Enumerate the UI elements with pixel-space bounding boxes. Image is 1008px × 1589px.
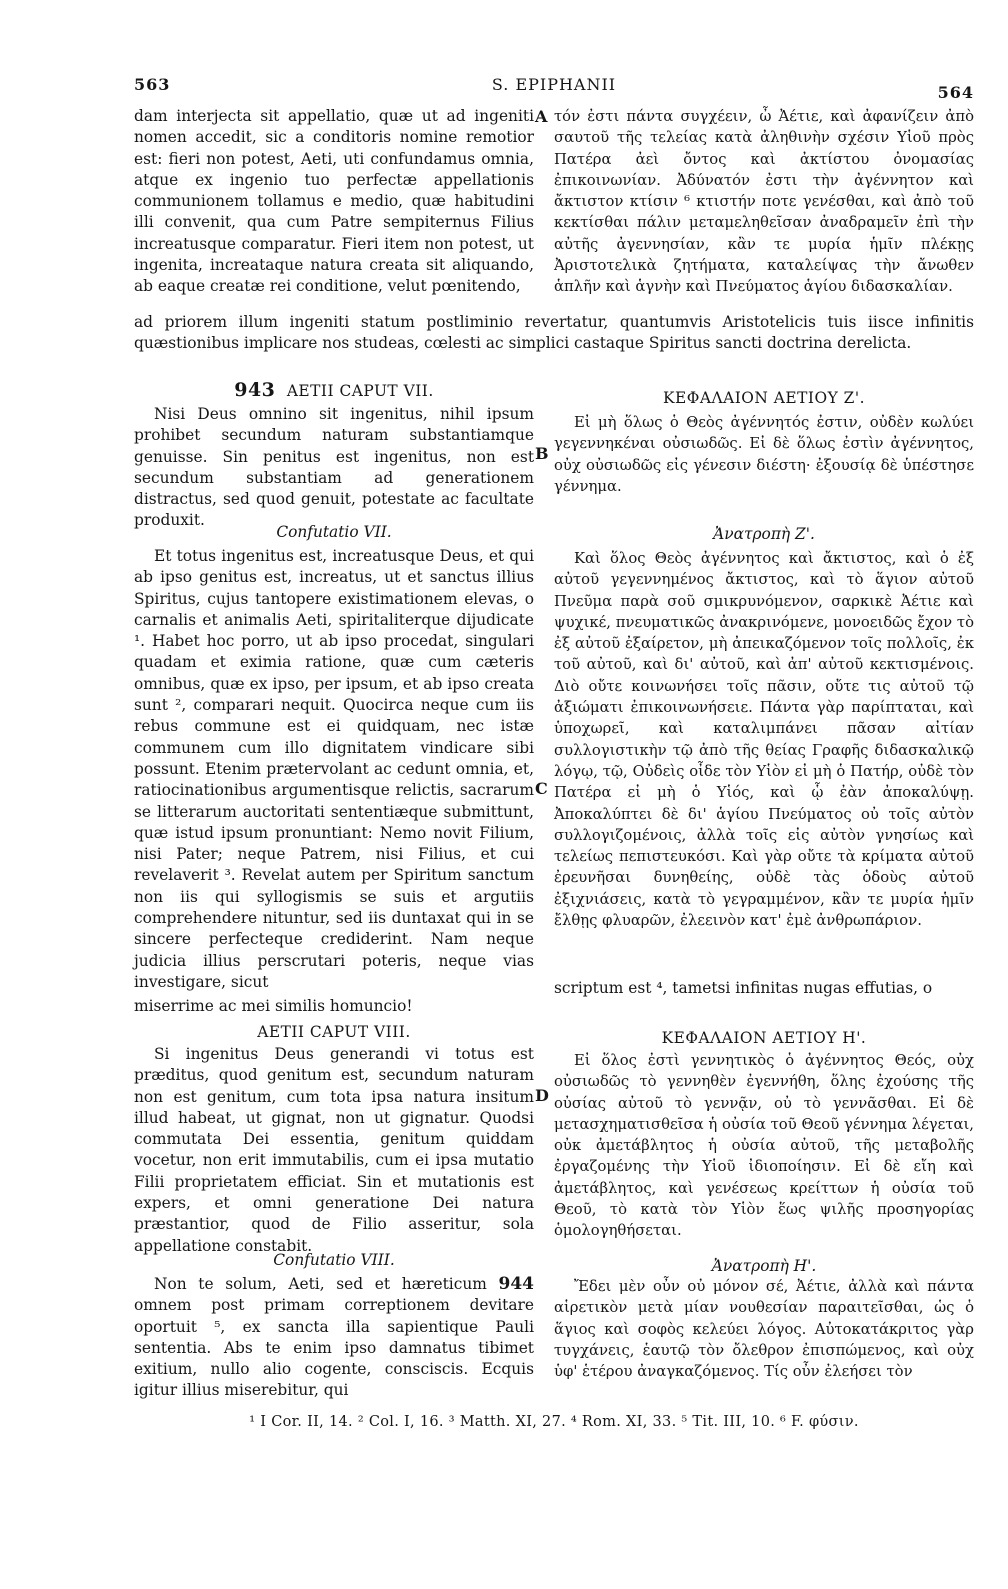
running-title: S. EPIPHANII xyxy=(491,75,617,94)
page-number-left: 563 xyxy=(134,75,171,94)
latin-text-b: omnem post primam correptionem devitare oportuit ⁵, ex sancta illa sapientique Pauli sententia. Abs te enim ipso damnatus tibimet exitium, nullo alio cogente, consciscis. Ecquis igitur illius miserebitur, qui xyxy=(134,1296,534,1400)
latin-subheading: Confutatio VIII. xyxy=(273,1251,395,1269)
greek-heading: ΚΕΦΑΛΑΙΟΝ ΑΕΤΙΟΥ Η'. xyxy=(661,1029,867,1047)
greek-subheading: Ἀνατροπὴ Ζ'. xyxy=(713,525,815,543)
margin-marker-c: C xyxy=(535,779,548,798)
latin-paragraph: dam interjecta sit appellatio, quæ ut ad ingeniti nomen accedit, sic a conditoris nomine remotior est: fieri non potest, Aeti, uti confundamus omnia, atque ex ingenio tuo perfectæ appellationis communionem tollamus e medio, quæ habitudini illi convenit, qua cum Patre sempiternus Filius increatusque comparatur. Fieri item non potest, ut ingenita, increataque natura creata sit aliquando, ab eaque creatæ rei conditione, velut pœnitendo, xyxy=(134,107,534,296)
latin-continuation: ad priorem illum ingeniti statum postliminio revertatur, quantumvis Aristotelicis tuis iisce infinitis quæstionibus implicare nos studeas, cœlesti ac simplici castaque Spiritus sancti doctrina derelicta. xyxy=(134,313,974,353)
latin-ending: miserrime ac mei similis homuncio! xyxy=(134,997,413,1015)
latin-run-over: scriptum est ⁴, tametsi infinitas nugas effutias, o xyxy=(554,979,933,997)
latin-paragraph: Nisi Deus omnino sit ingenitus, nihil ipsum prohibet secundum naturam substantiamque genuisse. Sin penitus est ingenitus, non est secundum substantiam ad generationem distractus, sed quod genuit, potestate ac facultate produxit. xyxy=(134,405,534,530)
greek-paragraph: Εἰ μὴ ὅλως ὁ Θεὸς ἀγέννητός ἐστιν, οὐδὲν κωλύει γεγεννηκέναι οὐσιωδῶς. Εἰ δὲ ὅλως ἐστὶν ἀγέννητος, οὐχ οὐσιωδῶς εἰς γένεσιν διέστη· ἐξουσίᾳ δὲ ὑπέστησε γέννημα. xyxy=(554,414,974,495)
greek-paragraph: Εἰ ὅλος ἐστὶ γεννητικὸς ὁ ἀγέννητος Θεός, οὐχ οὐσιωδῶς τὸ γεννηθὲν ἐγεννήθη, ὅλης ἐχούσης τῆς οὐσίας αὐτοῦ τὸ γεννᾷν, οὐ τὸ γεννᾶσθαι. Εἰ δὲ μετασχηματισθεῖσα ἡ οὐσία τοῦ Θεοῦ γέννημα λέγεται, οὐκ ἀμετάβλητος ἡ οὐσία αὐτοῦ, τῆς μεταβολῆς ἐργαζομένης τὴν Υἱοῦ ἰδιοποίησιν. Εἰ δὲ εἴη καὶ ἀμετάβλητος, καὶ γενέσεως κρείττων ἡ οὐσία τοῦ Θεοῦ, τὸ κατὰ τὸν Υἱὸν ἕως ψιλῆς προσηγορίας ὁμολογηθήσεται. xyxy=(554,1052,974,1240)
latin-paragraph xyxy=(134,1274,534,1402)
footnotes: ¹ I Cor. II, 14. ² Col. I, 16. ³ Matth. XI, 27. ⁴ Rom. XI, 33. ⁵ Tit. III, 10. ⁶ F. φύσιν. xyxy=(249,1414,859,1430)
latin-text-a: Non te solum, Aeti, sed et hæreticum xyxy=(154,1275,487,1293)
column-number: 944 xyxy=(498,1274,534,1294)
greek-paragraph: τόν ἐστι πάντα συγχέειν, ὦ Ἀέτιε, καὶ ἀφανίζειν ἀπὸ σαυτοῦ τῆς τελείας κατὰ ἀληθινὴν σχέσιν Υἱοῦ πρὸς Πατέρα ἀεὶ ὄντος καὶ ἀκτίστου ὀνομασίας ἐπικοινωνίαν. Ἀδύνατόν ἐστι τὴν ἀγέννητον καὶ ἄκτιστον κτίσιν ⁶ κτιστήν ποτε γενέσθαι, καὶ ἀπὸ τοῦ κεκτίσθαι πάλιν μεταμεληθεῖσαν ἀναδραμεῖν ἐπὶ τὴν αὐτῆς ἀγεννησίαν, κἂν τε μυρία ἡμῖν πλέκῃς Ἀριστοτελικὰ ζητήματα, καταλείψας τὴν ἄνωθεν ἁπλῆν καὶ ἁγνὴν καὶ Πνεύματος ἁγίου διδασκαλίαν. xyxy=(554,108,974,296)
latin-heading xyxy=(134,380,534,402)
margin-marker-d: D xyxy=(535,1086,549,1105)
page-number-right: 564 xyxy=(937,83,974,102)
latin-heading-text: AETII CAPUT VII. xyxy=(286,382,434,400)
greek-subheading: Ἀνατροπὴ Η'. xyxy=(711,1257,817,1275)
page-header xyxy=(134,74,974,102)
margin-marker-a: A xyxy=(535,107,548,126)
latin-subheading: Confutatio VII. xyxy=(276,523,392,541)
greek-heading: ΚΕΦΑΛΑΙΟΝ ΑΕΤΙΟΥ Ζ'. xyxy=(663,389,865,407)
latin-heading: AETII CAPUT VIII. xyxy=(257,1023,411,1041)
greek-paragraph: Καὶ ὅλος Θεὸς ἀγέννητος καὶ ἄκτιστος, καὶ ὁ ἐξ αὐτοῦ γεγεννημένος ἄκτιστος, καὶ τὸ ἅγιον αὐτοῦ Πνεῦμα παρὰ σοῦ σμικρυνόμενον, σαρκικὲ Ἀέτιε καὶ ψυχικέ, πνευματικῶς ἀνακρινόμενε, μονοειδῶς ἔχον τὸ ἐξ αὐτοῦ ἐξαίρετον, μὴ ἀπεικαζόμενον τοῖς πολλοῖς, ἐκ τοῦ αὐτοῦ, καὶ δι' αὐτοῦ, καὶ ἀπ' αὐτοῦ κεκτισμένοις. Διὸ οὔτε κοινωνήσει τοῖς πᾶσιν, οὔτε τις αὐτοῦ τῷ ἀξιώματι ἐπικοινωνήσειε. Πάντα γὰρ παρίπταται, καὶ ὑποχωρεῖ, καὶ καταλιμπάνει πᾶσαν αἰτίαν συλλογιστικὴν τῷ ἀπὸ τῆς θείας Γραφῆς διδασκαλικῷ λόγῳ, τῷ, Οὐδεὶς οἶδε τὸν Υἱὸν εἰ μὴ ὁ Πατήρ, οὐδὲ τὸν Πατέρα εἰ μὴ ὁ Υἱός, καὶ ᾧ ἐὰν ἀποκαλύψῃ. Ἀποκαλύπτει δὲ δι' ἁγίου Πνεύματος οὐ τοῖς αὐτὸν συλλογιζομένοις, ἀλλὰ τοῖς εἰς αὐτὸν γνησίως καὶ τελείως πεπιστευκόσι. Καὶ γὰρ οὔτε τὰ κρίματα αὐτοῦ ἐρευνῆσαι δυνηθείης, οὐδὲ τὰς ὁδοὺς αὐτοῦ ἐξιχνιάσεις, κατὰ τὸ γεγραμμένον, κἂν τε μυρία ἡμῖν ἔλθῃς φλυαρῶν, ἐλεεινὸν κατ' ἐμὲ ἀνθρωπάριον. xyxy=(554,550,974,930)
column-number: 943 xyxy=(234,379,276,401)
latin-paragraph: Si ingenitus Deus generandi vi totus est præditus, quod genitum est, secundum naturam non est genitum, cum tota ipsa natura insitum illud habeat, ut gignat, non ut gignatur. Quodsi commutata Dei essentia, genitum quiddam vocetur, non erit immutabilis, cum ei ipsa mutatio Filii proprietatem efficiat. Sin et mutationis est expers, et omni generatione Dei natura præstantior, quod de Filio asseritur, sola appellatione constabit. xyxy=(134,1045,534,1255)
greek-paragraph: Ἔδει μὲν οὖν οὐ μόνον σέ, Ἀέτιε, ἀλλὰ καὶ πάντα αἱρετικὸν μετὰ μίαν νουθεσίαν παραιτεῖσθαι, ὡς ὁ ἅγιος καὶ σοφὸς κελεύει λόγος. Αὐτοκατάκριτος γὰρ τυγχάνεις, ἑαυτῷ τὸν ὄλεθρον ἐπισπώμενος, καὶ οὐχ ὑφ' ἑτέρου ἀναγκαζόμενος. Τίς οὖν ἐλεήσει τὸν xyxy=(554,1278,974,1381)
full-width-paragraph xyxy=(134,312,974,355)
margin-marker-b: B xyxy=(535,444,549,463)
latin-paragraph: Et totus ingenitus est, increatusque Deus, et qui ab ipso genitus est, increatus, ut et sanctus illius Spiritus, cujus tantopere existimationem elevas, o carnalis et animalis Aeti, spiritaliterque dijudicate ¹. Habet hoc porro, ut ab ipso procedat, singulari quadam et eximia ratione, quæ cum cæteris omnibus, quæ ex ipso, per ipsum, et ab ipso creata sunt ², comparari nequit. Quocirca neque cum iis rebus commune est ei quidquam, nec istæ communem cum illo dignitatem vindicare sibi possunt. Etenim prætervolant ac cedunt omnia, et, ratiocinationibus argumentisque relictis, sacrarum se litterarum auctoritati sententiæque submittunt, quæ istud ipsum pronuntiant: Nemo novit Filium, nisi Pater; neque Patrem, nisi Filius, et cui revelaverit ³. Revelat autem per Spiritum sanctum non iis qui syllogismis se suis et argutiis comprehendere nituntur, sed iis duntaxat qui in se sincere perfecteque crediderint. Nam neque judicia illius perscrutari poteris, neque vias investigare, sicut xyxy=(134,547,534,991)
